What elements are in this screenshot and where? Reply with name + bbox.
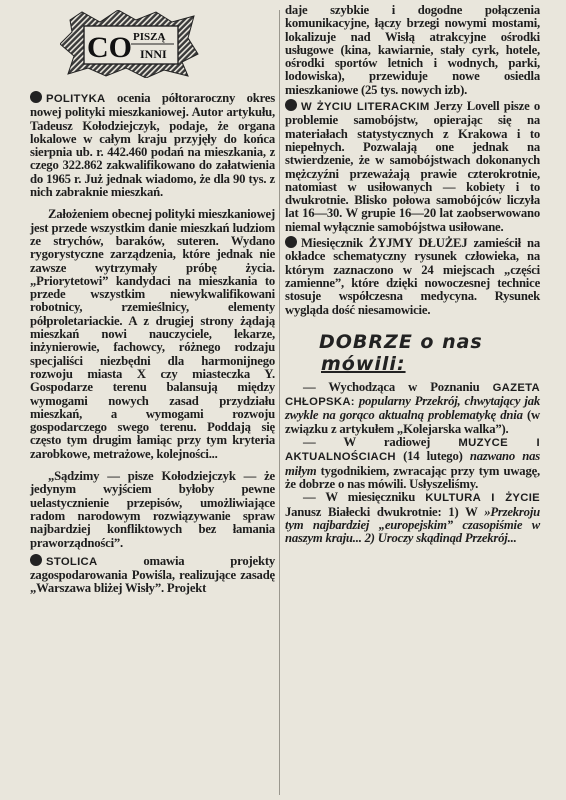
- gazeta-source: GAZETA CHŁOPSKA:: [285, 381, 540, 409]
- kultura-quote-1b: tym najbardziej „europejskim” czasopiśmie w naszym kraju...: [285, 517, 540, 546]
- stolica-continuation: daje szybkie i dogodne połączenia komunikacyjne, łączy brzegi nowymi mostami, lokalizuje nad Wisłą atrakcyjne ośrodki usługowe (kina, kawiarnie, stały cyrk, hotele, ośrodki sportów letnich i wodnych, parki, lodowiska), przewiduje nowe osiedla mieszkaniowe (25 tys. nowych izb).: [285, 3, 540, 97]
- right-column: [285, 0, 540, 545]
- kultura-source: KULTURA I ŻYCIE: [425, 492, 540, 505]
- heading-line-2-text: mówili:: [321, 352, 406, 375]
- bullet-icon: [285, 99, 297, 111]
- gazeta-paragraph: [285, 381, 540, 436]
- logo-inni-text: INNI: [140, 47, 167, 61]
- literary-lead: W ŻYCIU LITERACKIM: [301, 101, 430, 114]
- radio-mily: miłym: [285, 463, 317, 478]
- politics-text: ocenia półtoraroczny okres nowej polityki mieszkaniowej. Autor artykułu, Tadeusz Kołodziejczyk, podaje, że organa lokalowe w całym kraju przyjęły do końca sierpnia ub. r. 442.460 podań na mieszkania, z czego 322.862 zakwalifikowano do załatwienia do 1965 r. Już jednak wiadomo, że dla 90 tys. z nich zabraknie mieszkań.: [30, 91, 275, 200]
- politics-lead: POLITYKA: [46, 93, 106, 105]
- gazeta-intro: — Wychodząca w Poznaniu: [303, 379, 480, 394]
- bullet-icon: [30, 554, 42, 566]
- stolica-text: omawia projekty zagospodarowania Powiśla, realizujące zasadę „Warszawa bliżej Wisły”. Projekt: [30, 553, 275, 596]
- zyjmy-paragraph: [285, 236, 540, 317]
- gazeta-context: (w związku z artykułem „Kolejarska walka”).: [285, 408, 540, 436]
- co-pisza-inni-logo: [30, 0, 275, 85]
- kultura-quote-2: 2) Uroczy skądinąd Przekrój...: [364, 531, 517, 546]
- kultura-intro: — W miesięczniku: [303, 490, 416, 505]
- kultura-quote-1a: »Przekroju: [484, 504, 540, 519]
- bullet-icon: [30, 91, 42, 103]
- radio-paragraph: [285, 436, 540, 491]
- stolica-paragraph: [30, 554, 275, 596]
- gazeta-quote: popularny Przekrój, chwytający jak zwykle na gorąco aktualną problematykę dnia: [285, 394, 540, 423]
- quote-paragraph: „Sądzimy — pisze Kołodziejczyk — że jedynym wyjściem byłoby pewne uelastycznienie przepisów, umożliwiające radom narodowym rozwiązywanie spraw najbardziej konfliktowych bez łamania praworządności”.: [30, 469, 275, 550]
- logo-co-text: CO: [87, 31, 132, 64]
- zyjmy-text: zamieścił na okładce schematyczny rysunek człowieka, na którym zaznaczono w 24 miejscach „części zamienne”, które dzięki nowoczesnej technice stosuje współczesna medycyna. Rysunek wygląda dość niesamowicie.: [285, 236, 540, 317]
- stolica-lead: STOLICA: [46, 555, 98, 568]
- radio-named: nazwano nas: [469, 449, 540, 464]
- column-divider: [279, 10, 280, 795]
- logo-pisza-text: PISZĄ: [133, 31, 166, 43]
- literary-paragraph: [285, 99, 540, 234]
- radio-source: MUZYCE I AKTUALNOŚCIACH: [285, 437, 540, 464]
- kultura-paragraph: [285, 491, 540, 545]
- handwritten-heading: [319, 331, 540, 375]
- logo-graphic: [60, 10, 200, 78]
- left-column: [30, 0, 275, 596]
- literary-text: Jerzy Lovell pisze o problemie samobójstw, opierając się na materiałach statystycznych z Krakowa i to niepełnych. Pozwalają one jednak na stwierdzenie, że w samobójstwach dokonanych mężczyźni przeważają prawie czterokrotnie, natomiast w usiłowanych — kobiety i to dwukrotnie. Blisko połowa samobójców liczyła lat 16—30. W grupie 16—20 lat zaobserwowano niemal wyłącznie samobójstwa usiłowane.: [285, 99, 540, 234]
- kultura-text: Janusz Białecki dwukrotnie: 1) W: [285, 504, 478, 519]
- heading-line-2: [321, 353, 540, 375]
- radio-intro: — W radiowej: [303, 435, 431, 450]
- bullet-icon: [285, 236, 297, 248]
- radio-text: tygodnikiem, zwracając przy tym uwagę, że dobrze o nas mówili. Usłyszeliśmy.: [285, 463, 540, 491]
- radio-date: (14 lutego): [403, 449, 463, 464]
- housing-paragraph: Założeniem obecnej polityki mieszkaniowej jest przede wszystkim danie mieszkań ludziom ze strychów, baraków, suteren. Wydano rygorystyczne zarządzenia, które jednak nie zawsze wytrzymały próbę życia. „Priorytetowi” kandydaci na mieszkania to przede wszystkim niewykwalifikowani robotnicy, rzemieślnicy, elementy półproletariackie. A z drugiej strony żądają mieszkań nowi nauczyciele, lekarze, inżynierowie, fachowcy, różnego rodzaju specjaliści niezbędni dla harmonijnego rozwoju miasta X czy miasteczka Y. Gospodarze terenu balansują między wymogami nowych zasad przydziału mieszkań, a wymogami rozwoju gospodarczego swego terenu. Poddają się często tym drugim łamiąc przy tym kryteria zarobkowe, metrażowe, kolejności...: [30, 207, 275, 461]
- zyjmy-lead: Miesięcznik ŻYJMY DŁUŻEJ: [301, 236, 468, 251]
- politics-paragraph: [30, 91, 275, 199]
- heading-line-1: DOBRZE o nas: [319, 330, 483, 353]
